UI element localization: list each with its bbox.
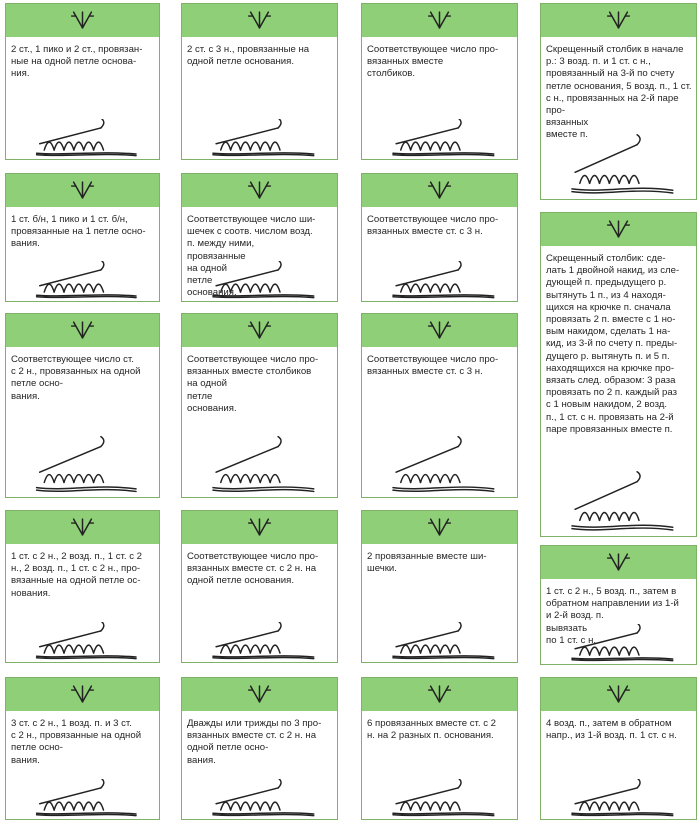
crochet-illustration bbox=[6, 779, 159, 819]
crochet-hook-icon bbox=[182, 432, 337, 497]
crochet-illustration bbox=[362, 261, 517, 301]
stitch-card bbox=[5, 313, 160, 498]
stitch-description: 2 ст., 1 пико и 2 ст., провязан- ные на одной петле основа- ния. bbox=[11, 44, 143, 80]
crochet-hook-icon bbox=[541, 624, 696, 664]
crochet-hook-icon bbox=[362, 432, 517, 497]
stitch-card bbox=[540, 677, 697, 820]
card-header bbox=[6, 174, 159, 207]
stitch-description: Скрещенный столбик: сде- лать 1 двойной накид, из сле- дующей п. предыдущего р. вытянуть 1 п., из 4 находя- щихся на крючке п. сначала провязать 2 п. вместе с 1 но- вым накидом, сделать 1 на- кид, из 3-й по счету п. преды- дущего р. вытянуть п. и 5 п. находящихся на крючке про- вязать след. образом: 3 раза провязать по 2 п. каждый раз с 1 новым накидом, 2 возд. п., 1 ст. с н. провязать на 2-й паре провязанных вместе п. bbox=[546, 253, 680, 435]
crochet-illustration bbox=[182, 779, 337, 819]
card-header bbox=[362, 4, 517, 37]
treble-cluster-small-icon bbox=[362, 314, 517, 347]
crochet-hook-icon bbox=[6, 119, 159, 159]
crochet-hook-icon bbox=[182, 622, 337, 662]
card-header bbox=[541, 546, 696, 579]
crochet-hook-icon bbox=[6, 622, 159, 662]
two-bobbles-icon bbox=[362, 511, 517, 544]
stitch-description: Соответствующее число ст. с 2 н., провязанных на одной петле осно- вания. bbox=[11, 354, 141, 402]
stitch-card bbox=[361, 510, 518, 663]
stitch-description: Соответствующее число про- вязанных вместе ст. с 2 н. на одной петле основания. bbox=[187, 551, 319, 587]
stitch-description: 2 ст. с 3 н., провязанные на одной петле основания. bbox=[187, 44, 310, 68]
v-spaced-icon bbox=[6, 511, 159, 544]
bobble-group-icon bbox=[182, 174, 337, 207]
treble-cluster-icon bbox=[362, 174, 517, 207]
stitch-card bbox=[181, 677, 338, 820]
card-header bbox=[362, 678, 517, 711]
card-header bbox=[182, 4, 337, 37]
chain-dots-icon bbox=[541, 678, 696, 711]
crochet-illustration bbox=[362, 779, 517, 819]
stitch-card bbox=[181, 173, 338, 302]
stitch-card bbox=[361, 313, 518, 498]
card-header bbox=[541, 678, 696, 711]
stitch-description: Дважды или трижды по 3 про- вязанных вместе ст. с 2 н. на одной петле осно- вания. bbox=[187, 718, 322, 766]
decrease-fan-icon bbox=[362, 4, 517, 37]
crochet-hook-icon bbox=[182, 119, 337, 159]
crochet-hook-icon bbox=[362, 119, 517, 159]
card-header bbox=[182, 678, 337, 711]
crochet-illustration bbox=[6, 432, 159, 497]
card-header bbox=[6, 678, 159, 711]
crochet-hook-icon bbox=[362, 779, 517, 819]
crochet-illustration bbox=[541, 624, 696, 664]
crochet-illustration bbox=[182, 432, 337, 497]
stitch-description: Скрещенный столбик в начале р.: 3 возд. п. и 1 ст. с н., провязанный на 3-й по счету петле основания, 5 возд. п., 1 ст. с н., провязанных на 2-й паре про- вязанных вместе п. bbox=[546, 44, 692, 141]
puff-oval-icon bbox=[182, 511, 337, 544]
crochet-illustration bbox=[182, 119, 337, 159]
stitch-card bbox=[361, 677, 518, 820]
card-header bbox=[182, 314, 337, 347]
card-header bbox=[541, 213, 696, 246]
crochet-hook-icon bbox=[6, 779, 159, 819]
stitch-card bbox=[181, 313, 338, 498]
card-header bbox=[362, 174, 517, 207]
crochet-hook-icon bbox=[6, 261, 159, 301]
crochet-illustration bbox=[541, 129, 696, 199]
card-header bbox=[362, 511, 517, 544]
card-header bbox=[541, 4, 696, 37]
crochet-illustration bbox=[362, 622, 517, 662]
crossed-treble-icon bbox=[541, 213, 696, 246]
crochet-hook-icon bbox=[541, 466, 696, 536]
card-header bbox=[6, 4, 159, 37]
stitch-description: 4 возд. п., затем в обратном напр., из 1-й возд. п. 1 ст. с н. bbox=[546, 718, 677, 742]
crochet-hook-icon bbox=[541, 129, 696, 199]
crochet-illustration bbox=[541, 779, 696, 819]
stitch-description: 1 ст. с 2 н., 5 возд. п., затем в обратном направлении из 1-й и 2-й возд. п. вывязать по 1 ст. с н. bbox=[546, 586, 679, 646]
stitch-card bbox=[5, 510, 160, 663]
card-header bbox=[6, 314, 159, 347]
card-header bbox=[362, 314, 517, 347]
crochet-hook-icon bbox=[6, 432, 159, 497]
stitch-description: Соответствующее число про- вязанных вместе столбиков на одной петле основания. bbox=[187, 354, 319, 414]
card-header bbox=[182, 174, 337, 207]
v-with-picot-icon bbox=[6, 4, 159, 37]
crochet-illustration bbox=[362, 119, 517, 159]
popcorn-icon bbox=[182, 314, 337, 347]
fan-with-chain-icon bbox=[6, 678, 159, 711]
stitch-description: Соответствующее число про- вязанных вместе столбиков. bbox=[367, 44, 499, 80]
crochet-illustration bbox=[6, 622, 159, 662]
stitch-card bbox=[5, 677, 160, 820]
crochet-hook-icon bbox=[541, 779, 696, 819]
card-header bbox=[182, 511, 337, 544]
stitch-description: 6 провязанных вместе ст. с 2 н. на 2 разных п. основания. bbox=[367, 718, 496, 742]
crossed-start-icon bbox=[541, 4, 696, 37]
stitch-card bbox=[181, 510, 338, 663]
crochet-illustration bbox=[182, 261, 337, 301]
leaf-cluster-icon bbox=[182, 678, 337, 711]
crochet-hook-icon bbox=[362, 622, 517, 662]
hook-stitch-icon bbox=[541, 546, 696, 579]
stitch-description: 3 ст. с 2 н., 1 возд. п. и 3 ст. с 2 н., провязанные на одной петле осно- вания. bbox=[11, 718, 142, 766]
double-leaf-icon bbox=[362, 678, 517, 711]
stitch-description: Соответствующее число про- вязанных вместе ст. с 3 н. bbox=[367, 214, 499, 238]
crochet-illustration bbox=[6, 119, 159, 159]
stitch-card bbox=[540, 545, 697, 665]
stitch-card bbox=[540, 3, 697, 200]
stitch-card bbox=[361, 3, 518, 160]
stitch-card bbox=[361, 173, 518, 302]
stitch-description: 1 ст. с 2 н., 2 возд. п., 1 ст. с 2 н., 2 возд. п., 1 ст. с 2 н., про- вязанные на одной петле ос- нования. bbox=[11, 551, 142, 599]
crochet-hook-icon bbox=[182, 779, 337, 819]
crochet-illustration bbox=[541, 466, 696, 536]
shell-fan-icon bbox=[6, 314, 159, 347]
stitch-description: Соответствующее число ши- шечек с соотв. числом возд. п. между ними, провязанные на одной петле основания. bbox=[187, 214, 316, 299]
stitch-description: Соответствующее число про- вязанных вместе ст. с 3 н. bbox=[367, 354, 499, 378]
stitch-card bbox=[5, 173, 160, 302]
crochet-hook-icon bbox=[182, 261, 337, 301]
v-triple-icon bbox=[182, 4, 337, 37]
card-header bbox=[6, 511, 159, 544]
crochet-hook-icon bbox=[362, 261, 517, 301]
stitch-description: 1 ст. б/н, 1 пико и 1 ст. б/н, провязанные на 1 петле осно- вания. bbox=[11, 214, 146, 250]
stitch-card bbox=[181, 3, 338, 160]
crochet-illustration bbox=[182, 622, 337, 662]
stitch-card bbox=[5, 3, 160, 160]
stitch-card bbox=[540, 212, 697, 537]
picot-x-icon bbox=[6, 174, 159, 207]
stitch-description: 2 провязанные вместе ши- шечки. bbox=[367, 551, 487, 575]
crochet-illustration bbox=[362, 432, 517, 497]
crochet-illustration bbox=[6, 261, 159, 301]
